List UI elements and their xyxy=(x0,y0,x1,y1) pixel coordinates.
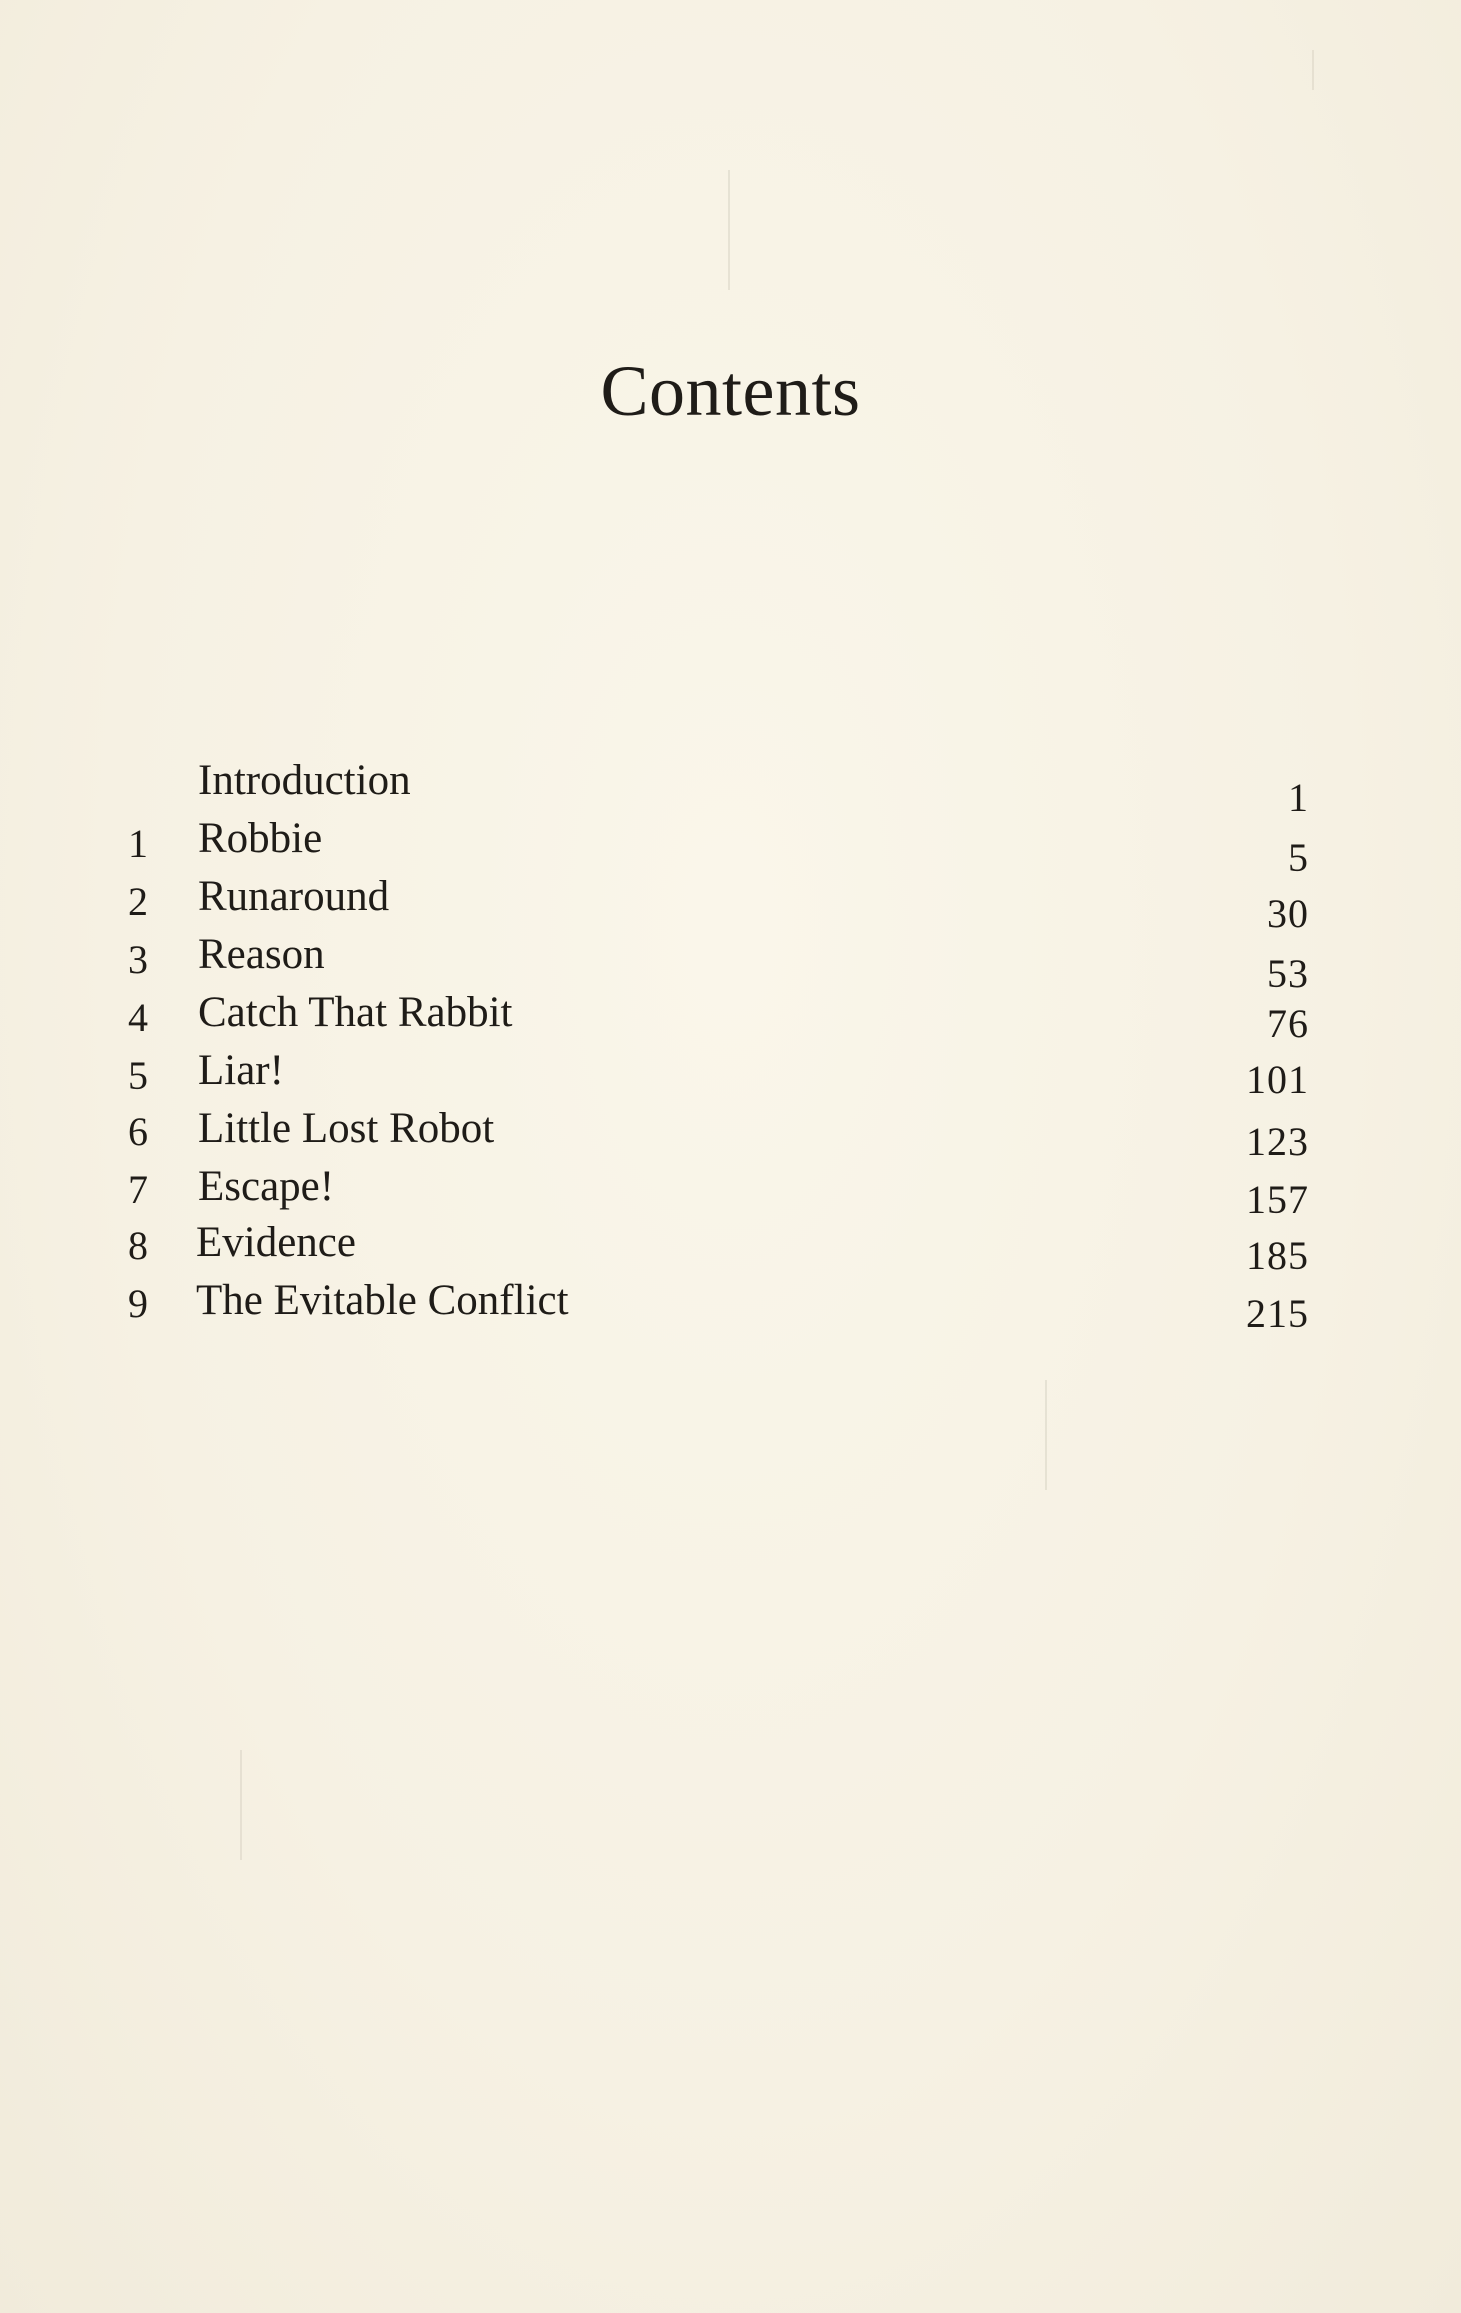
chapter-number: 8 xyxy=(128,1223,148,1268)
chapter-title: Catch That Rabbit xyxy=(198,989,513,1036)
chapter-number: 1 xyxy=(128,821,148,866)
page-number: 101 xyxy=(1246,1057,1309,1102)
page-number: 76 xyxy=(1267,1001,1309,1046)
chapter-number: 3 xyxy=(128,937,148,982)
chapter-number: 9 xyxy=(128,1281,148,1326)
chapter-title: Introduction xyxy=(198,757,411,804)
toc-entry-introduction xyxy=(0,756,1461,820)
page-number: 30 xyxy=(1267,891,1309,936)
toc-entry-reason xyxy=(0,930,1461,996)
toc-entry-little-lost-robot xyxy=(0,1104,1461,1162)
chapter-title: Reason xyxy=(198,931,325,978)
chapter-number: 5 xyxy=(128,1053,148,1098)
toc-entry-escape xyxy=(0,1162,1461,1220)
chapter-number: 7 xyxy=(128,1167,148,1212)
page-number: 185 xyxy=(1246,1233,1309,1278)
chapter-title: Robbie xyxy=(198,815,323,862)
chapter-title: Little Lost Robot xyxy=(198,1105,495,1152)
page-number: 215 xyxy=(1246,1291,1309,1336)
chapter-title: Liar! xyxy=(198,1047,284,1094)
page-number: 123 xyxy=(1246,1119,1309,1164)
chapter-title: Runaround xyxy=(198,873,390,920)
toc-entry-evidence xyxy=(0,1218,1461,1276)
toc-entry-the-evitable-conflict xyxy=(0,1276,1461,1334)
chapter-number: 2 xyxy=(128,879,148,924)
chapter-title: Escape! xyxy=(198,1163,335,1210)
toc-entry-catch-that-rabbit xyxy=(0,988,1461,1046)
chapter-title: The Evitable Conflict xyxy=(196,1277,569,1324)
page-number: 1 xyxy=(1288,775,1309,820)
toc-entry-liar xyxy=(0,1046,1461,1104)
chapter-title: Evidence xyxy=(196,1219,356,1266)
chapter-number: 4 xyxy=(128,995,148,1040)
page-number: 5 xyxy=(1288,835,1309,880)
toc-entry-robbie xyxy=(0,814,1461,880)
chapter-number: 6 xyxy=(128,1109,148,1154)
page-number: 157 xyxy=(1246,1177,1309,1222)
page-number: 53 xyxy=(1267,951,1309,996)
page-title: Contents xyxy=(600,351,861,431)
toc-entry-runaround xyxy=(0,872,1461,936)
